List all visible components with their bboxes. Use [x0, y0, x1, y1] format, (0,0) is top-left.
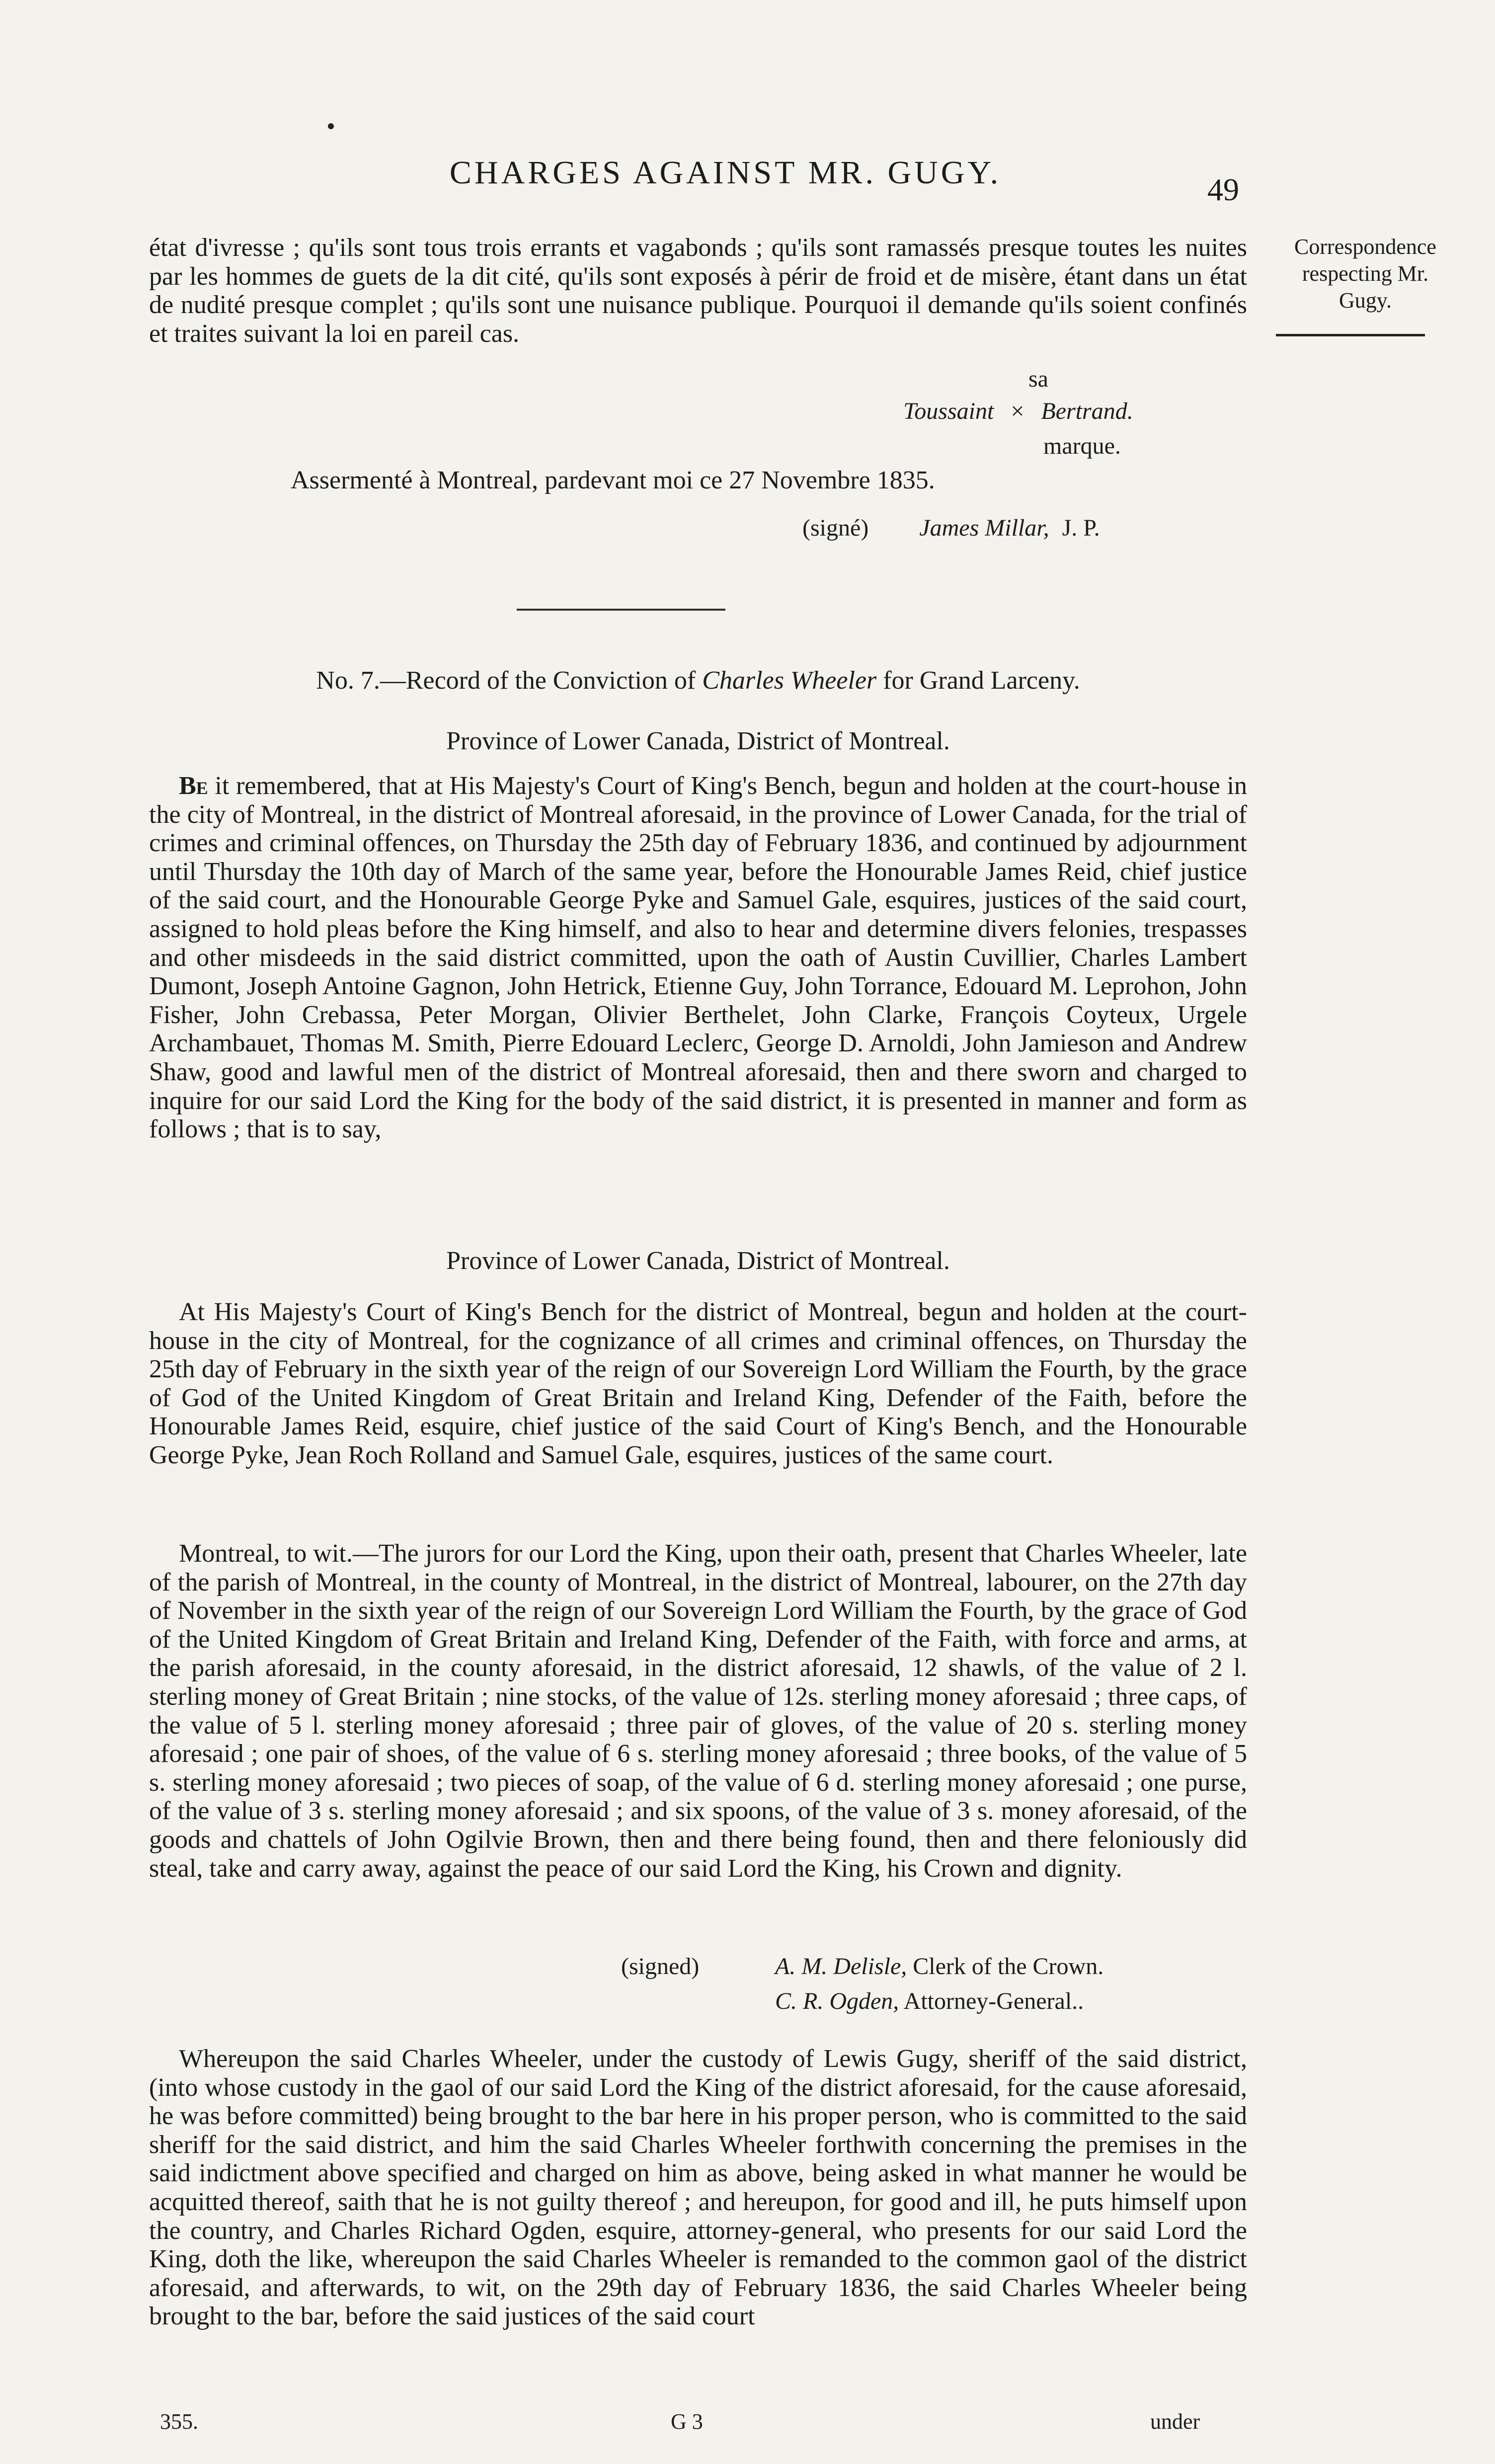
- sheet-number: 355.: [160, 2409, 198, 2434]
- margin-rule: [1276, 334, 1425, 336]
- signer-2-title: Attorney-General..: [903, 1988, 1084, 2014]
- mark-first-name: Toussaint: [903, 398, 994, 424]
- record-title-prefix: No. 7.—Record of the Conviction of: [316, 666, 696, 695]
- running-head: CHARGES AGAINST MR. GUGY.: [449, 155, 1002, 191]
- signed-label-crown: (signed): [621, 1953, 700, 1980]
- signer-1-name: A. M. Delisle,: [775, 1953, 907, 1980]
- ink-dot: [328, 123, 334, 129]
- catchword: under: [1150, 2409, 1200, 2434]
- record-paragraph-4: Whereupon the said Charles Wheeler, under the custody of Lewis Gugy, sheriff of the said district, (into whose custody in the gaol of our said Lord the King of the district aforesaid, for the cause aforesaid, he was before committed) being brought to the bar here in his proper person, who is committed to the said sheriff for the said district, and him the said Charles Wheeler forthwith concerning the premises in the said indictment above specified and charged on him as above, being asked in what manner he would be acquitted thereof, saith that he is not guilty thereof ; and hereupon, for good and ill, he puts himself upon the country, and Charles Richard Ogden, esquire, attorney-general, who presents for our said Lord the King, doth the like, whereupon the said Charles Wheeler is remanded to the common gaol of the district aforesaid, and afterwards, to wit, on the 29th day of February 1836, the said Charles Wheeler being brought to the bar, before the said justices of the said court: [149, 2045, 1247, 2331]
- province-heading-1: Province of Lower Canada, District of Montreal.: [446, 727, 950, 755]
- signer-1-title: Clerk of the Crown.: [913, 1953, 1104, 1980]
- mark-last-name: Bertrand.: [1041, 398, 1133, 424]
- signer-2: [775, 1987, 1084, 2015]
- signer-2-name: C. R. Ogden,: [775, 1988, 899, 2014]
- record-title-name: Charles Wheeler: [702, 666, 877, 695]
- sworn-line: Assermenté à Montreal, pardevant moi ce 27 Novembre 1835.: [291, 466, 935, 494]
- justice-signature: [802, 514, 1100, 542]
- justice-title: J. P.: [1062, 515, 1100, 541]
- justice-name: James Millar,: [919, 515, 1049, 541]
- margin-note: Correspondence respecting Mr. Gugy.: [1294, 235, 1436, 313]
- mark-line: [903, 397, 1133, 425]
- record-paragraph-3: Montreal, to wit.—The jurors for our Lord the King, upon their oath, present that Charles Wheeler, late of the parish of Montreal, in the county of Montreal, in the district of Montreal, labourer, on the 27th day of November in the sixth year of the reign of our Sovereign Lord William the Fourth, by the grace of God of the United Kingdom of Great Britain and Ireland King, Defender of the Faith, with force and arms, at the parish aforesaid, in the county aforesaid, in the district aforesaid, 12 shawls, of the value of 2 l. sterling money of Great Britain ; nine stocks, of the value of 12s. sterling money aforesaid ; three caps, of the value of 5 l. sterling money aforesaid ; three pair of gloves, of the value of 20 s. sterling money aforesaid ; one pair of shoes, of the value of 6 s. sterling money aforesaid ; three books, of the value of 5 s. sterling money aforesaid ; two pieces of soap, of the value of 6 d. sterling money aforesaid ; one purse, of the value of 3 s. sterling money aforesaid ; and six spoons, of the value of 3 s. money aforesaid, of the goods and chattels of John Ogilvie Brown, then and there being found, then and there feloniously did steal, take and carry away, against the peace of our said Lord the King, his Crown and dignity.: [149, 1539, 1247, 1883]
- page-number: 49: [1207, 172, 1239, 207]
- mark-sa: sa: [1028, 366, 1048, 392]
- record-title-suffix: for Grand Larceny.: [883, 666, 1080, 695]
- mark-x: ×: [1011, 398, 1024, 424]
- record-title: [149, 666, 1247, 695]
- signer-1: [775, 1953, 1103, 1980]
- signature-mark: G 3: [671, 2409, 703, 2434]
- signed-label: (signé): [802, 515, 869, 541]
- province-heading-2: Province of Lower Canada, District of Montreal.: [446, 1247, 950, 1275]
- record-paragraph-1-text: it remembered, that at His Majesty's Court of King's Bench, begun and holden at the court-house in the city of Montreal, in the district of Montreal aforesaid, in the province of Lower Canada, for the trial of crimes and criminal offences, on Thursday the 25th day of February 1836, and continued by adjournment until Thursday the 10th day of March of the same year, before the Honourable James Reid, chief justice of the said court, and the Honourable George Pyke and Samuel Gale, esquires, justices of the said court, assigned to hold pleas before the King himself, and also to hear and determine divers felonies, trespasses and other misdeeds in the said district committed, upon the oath of Austin Cuvillier, Charles Lambert Dumont, Joseph Antoine Gagnon, John Hetrick, Etienne Guy, John Torrance, Edouard M. Leprohon, John Fisher, John Crebassa, Peter Morgan, Olivier Berthelet, John Clarke, François Coyteux, Urgele Archambauet, Thomas M. Smith, Pierre Edouard Leclerc, George D. Arnoldi, John Jamieson and Andrew Shaw, good and lawful men of the district of Montreal aforesaid, then and there sworn and charged to inquire for our said Lord the King for the body of the said district, it is presented in manner and form as follows ; that is to say,: [149, 772, 1248, 1144]
- section-divider: [517, 609, 725, 611]
- lead-word: Be: [179, 772, 208, 800]
- mark-marque: marque.: [1043, 433, 1121, 459]
- deposition-text: état d'ivresse ; qu'ils sont tous trois errants et vagabonds ; qu'ils sont ramassés presque toutes les nuites par les hommes de guets de la dit cité, qu'ils sont exposés à périr de froid et de misère, étant dans un état de nudité presque complet ; qu'ils sont une nuisance publique. Pourquoi il demande qu'ils soient confinés et traites suivant la loi en pareil cas.: [149, 234, 1247, 348]
- record-paragraph-2: At His Majesty's Court of King's Bench for the district of Montreal, begun and holden at the court-house in the city of Montreal, for the cognizance of all crimes and criminal offences, on Thursday the 25th day of February in the sixth year of the reign of our Sovereign Lord William the Fourth, by the grace of God of the United Kingdom of Great Britain and Ireland King, Defender of the Faith, before the Honourable James Reid, esquire, chief justice of the said Court of King's Bench, and the Honourable George Pyke, Jean Roch Rolland and Samuel Gale, esquires, justices of the same court.: [149, 1298, 1247, 1469]
- record-paragraph-1: [149, 772, 1247, 1144]
